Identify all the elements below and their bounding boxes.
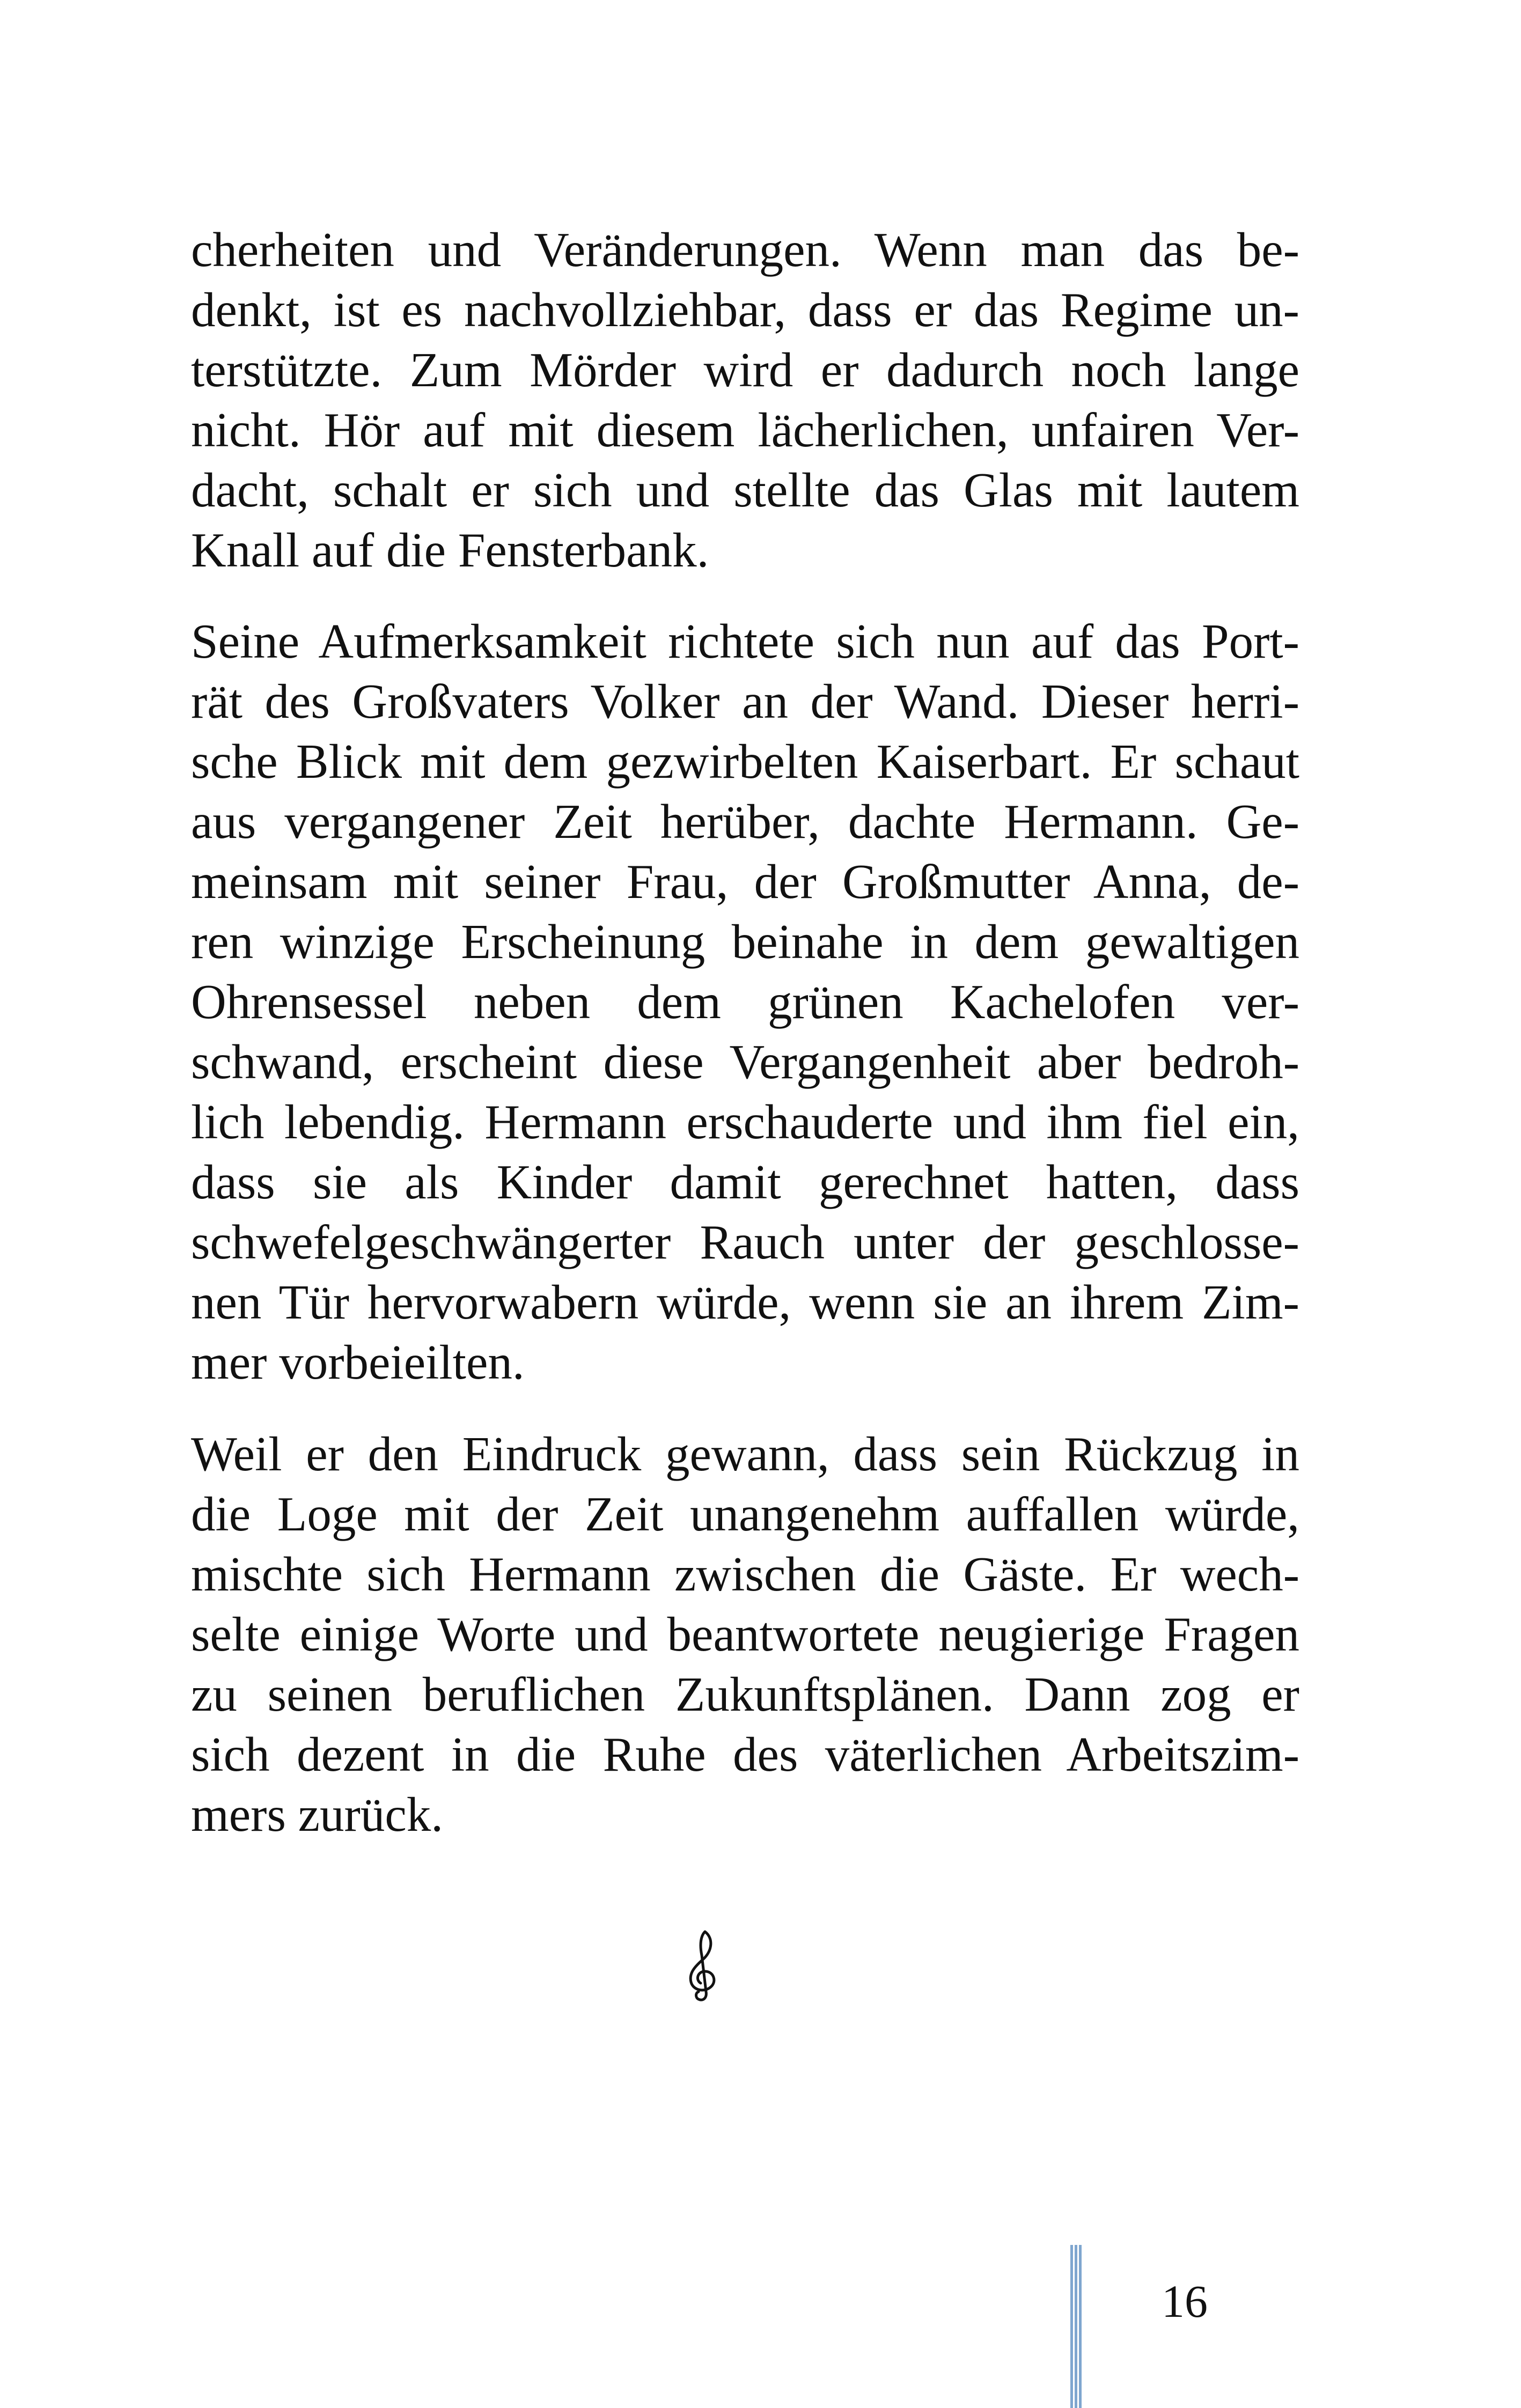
paragraph-2 bbox=[191, 612, 1299, 1393]
text-line: nicht. Hör auf mit diesem lächerlichen, unfairen Ver- bbox=[191, 403, 1299, 457]
page-edge-rule bbox=[1070, 2245, 1083, 2408]
text-line: mer vorbeieilten. bbox=[191, 1335, 525, 1389]
text-line: die Loge mit der Zeit unangenehm auffallen würde, bbox=[191, 1487, 1299, 1541]
text-line: cherheiten und Veränderungen. Wenn man das be- bbox=[191, 223, 1299, 277]
text-line: zu seinen beruflichen Zukunftsplänen. Dann zog er bbox=[191, 1667, 1299, 1721]
text-line: mers zurück. bbox=[191, 1787, 443, 1842]
treble-clef-icon bbox=[681, 1928, 724, 2004]
text-line: Knall auf die Fensterbank. bbox=[191, 523, 709, 577]
text-line: meinsam mit seiner Frau, der Großmutter Anna, de- bbox=[191, 855, 1299, 909]
text-line: lich lebendig. Hermann erschauderte und ihm fiel ein, bbox=[191, 1095, 1299, 1149]
paragraph-1 bbox=[191, 220, 1299, 580]
text-line: terstützte. Zum Mörder wird er dadurch noch lange bbox=[191, 343, 1299, 397]
text-line: Weil er den Eindruck gewann, dass sein Rückzug in bbox=[191, 1427, 1299, 1481]
text-line: Ohrensessel neben dem grünen Kachelofen ver- bbox=[191, 975, 1299, 1029]
text-line: schwefelgeschwängerter Rauch unter der geschlosse- bbox=[191, 1215, 1299, 1269]
paragraph-3 bbox=[191, 1424, 1299, 1845]
text-line: selte einige Worte und beantwortete neugierige Fragen bbox=[191, 1607, 1299, 1661]
text-line: schwand, erscheint diese Vergangenheit aber bedroh- bbox=[191, 1035, 1299, 1089]
page-number: 16 bbox=[1162, 2276, 1208, 2327]
text-line: ren winzige Erscheinung beinahe in dem gewaltigen bbox=[191, 915, 1299, 969]
text-line: sche Blick mit dem gezwirbelten Kaiserbart. Er schaut bbox=[191, 734, 1299, 789]
text-line: dass sie als Kinder damit gerechnet hatten, dass bbox=[191, 1155, 1299, 1209]
text-line: dacht, schalt er sich und stellte das Glas mit lautem bbox=[191, 463, 1299, 517]
text-line: aus vergangener Zeit herüber, dachte Hermann. Ge- bbox=[191, 794, 1299, 849]
text-line: Seine Aufmerksamkeit richtete sich nun auf das Port- bbox=[191, 614, 1299, 668]
text-line: sich dezent in die Ruhe des väterlichen Arbeitszim- bbox=[191, 1727, 1299, 1781]
text-line: mischte sich Hermann zwischen die Gäste. Er wech- bbox=[191, 1547, 1299, 1601]
text-line: nen Tür hervorwabern würde, wenn sie an ihrem Zim- bbox=[191, 1275, 1299, 1329]
text-line: rät des Großvaters Volker an der Wand. Dieser herri- bbox=[191, 674, 1299, 728]
text-line: denkt, ist es nachvollziehbar, dass er das Regime un- bbox=[191, 283, 1299, 337]
